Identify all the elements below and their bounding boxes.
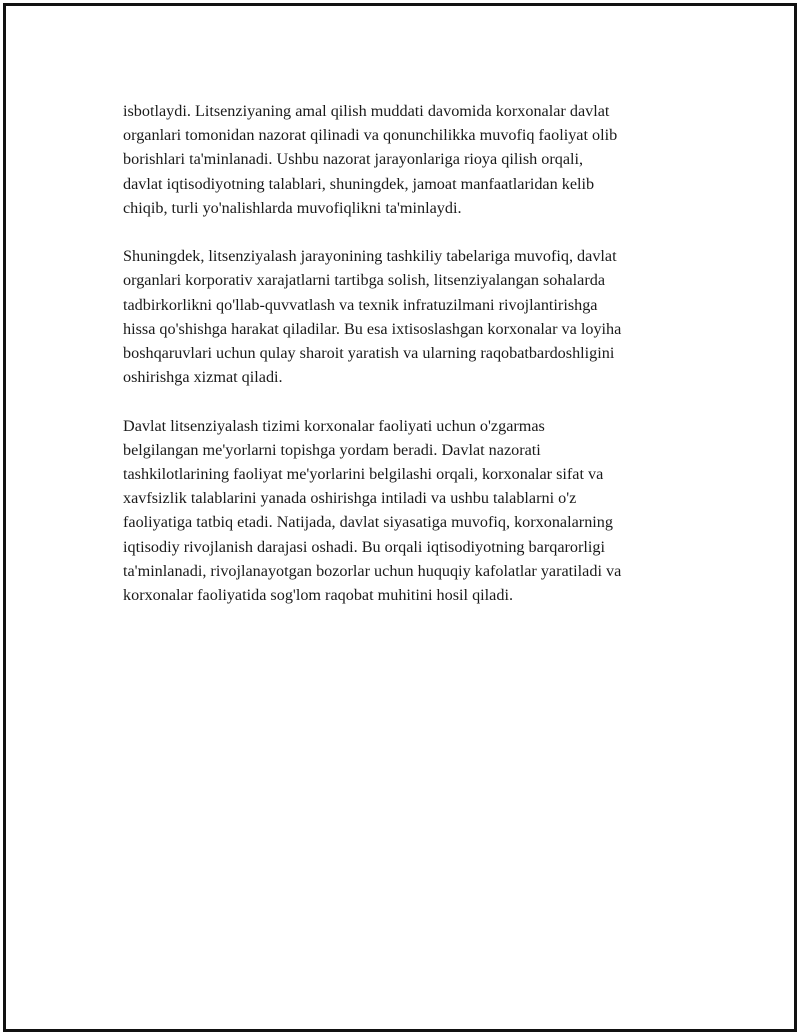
text-line: isbotlaydi. Litsenziyaning amal qilish muddati davomida korxonalar davlat bbox=[123, 102, 610, 120]
text-line: iqtisodiy rivojlanish darajasi oshadi. Bu orqali iqtisodiyotning barqarorligi bbox=[123, 537, 605, 556]
text-line: boshqaruvlari uchun qulay sharoit yaratish va ularning raqobatbardoshligini bbox=[123, 344, 615, 363]
text-line: chiqib, turli yo'nalishlarda muvofiqlikni ta'minlaydi. bbox=[123, 198, 462, 217]
text-line: Davlat litsenziyalash tizimi korxonalar faoliyati uchun o'zgarmas bbox=[123, 416, 545, 435]
text-line: organlari tomonidan nazorat qilinadi va qonunchilikka muvofiq faoliyat olib bbox=[123, 126, 618, 145]
text-line: faoliyatiga tatbiq etadi. Natijada, davlat siyasatiga muvofiq, korxonalarning bbox=[123, 513, 613, 532]
text-line: hissa qo'shishga harakat qiladilar. Bu esa ixtisoslashgan korxonalar va loyiha bbox=[123, 319, 622, 338]
text-line: korxonalar faoliyatida sog'lom raqobat muhitini hosil qiladi. bbox=[123, 586, 513, 605]
document-body bbox=[123, 99, 703, 631]
text-line: organlari korporativ xarajatlarni tartibga solish, litsenziyalangan sohalarda bbox=[123, 271, 606, 290]
text-line: tadbirkorlikni qo'llab-quvvatlash va texnik infratuzilmani rivojlantirishga bbox=[123, 295, 598, 314]
page-frame bbox=[3, 3, 797, 1032]
paragraph-2 bbox=[123, 244, 703, 389]
text-line: oshirishga xizmat qiladi. bbox=[123, 368, 283, 387]
text-line: belgilangan me'yorlarni topishga yordam beradi. Davlat nazorati bbox=[123, 440, 541, 459]
text-line: ta'minlanadi, rivojlanayotgan bozorlar uchun huquqiy kafolatlar yaratiladi va bbox=[123, 561, 622, 580]
paragraph-3 bbox=[123, 414, 703, 608]
text-line: tashkilotlarining faoliyat me'yorlarini belgilashi orqali, korxonalar sifat va bbox=[123, 465, 604, 484]
text-line: Shuningdek, litsenziyalash jarayonining tashkiliy tabelariga muvofiq, davlat bbox=[123, 247, 617, 266]
text-line: xavfsizlik talablarini yanada oshirishga intiladi va ushbu talablarni o'z bbox=[123, 489, 577, 508]
text-line: borishlari ta'minlanadi. Ushbu nazorat jarayonlariga rioya qilish orqali, bbox=[123, 150, 584, 169]
paragraph-1 bbox=[123, 99, 703, 220]
text-line: davlat iqtisodiyotning talablari, shuningdek, jamoat manfaatlaridan kelib bbox=[123, 174, 595, 193]
